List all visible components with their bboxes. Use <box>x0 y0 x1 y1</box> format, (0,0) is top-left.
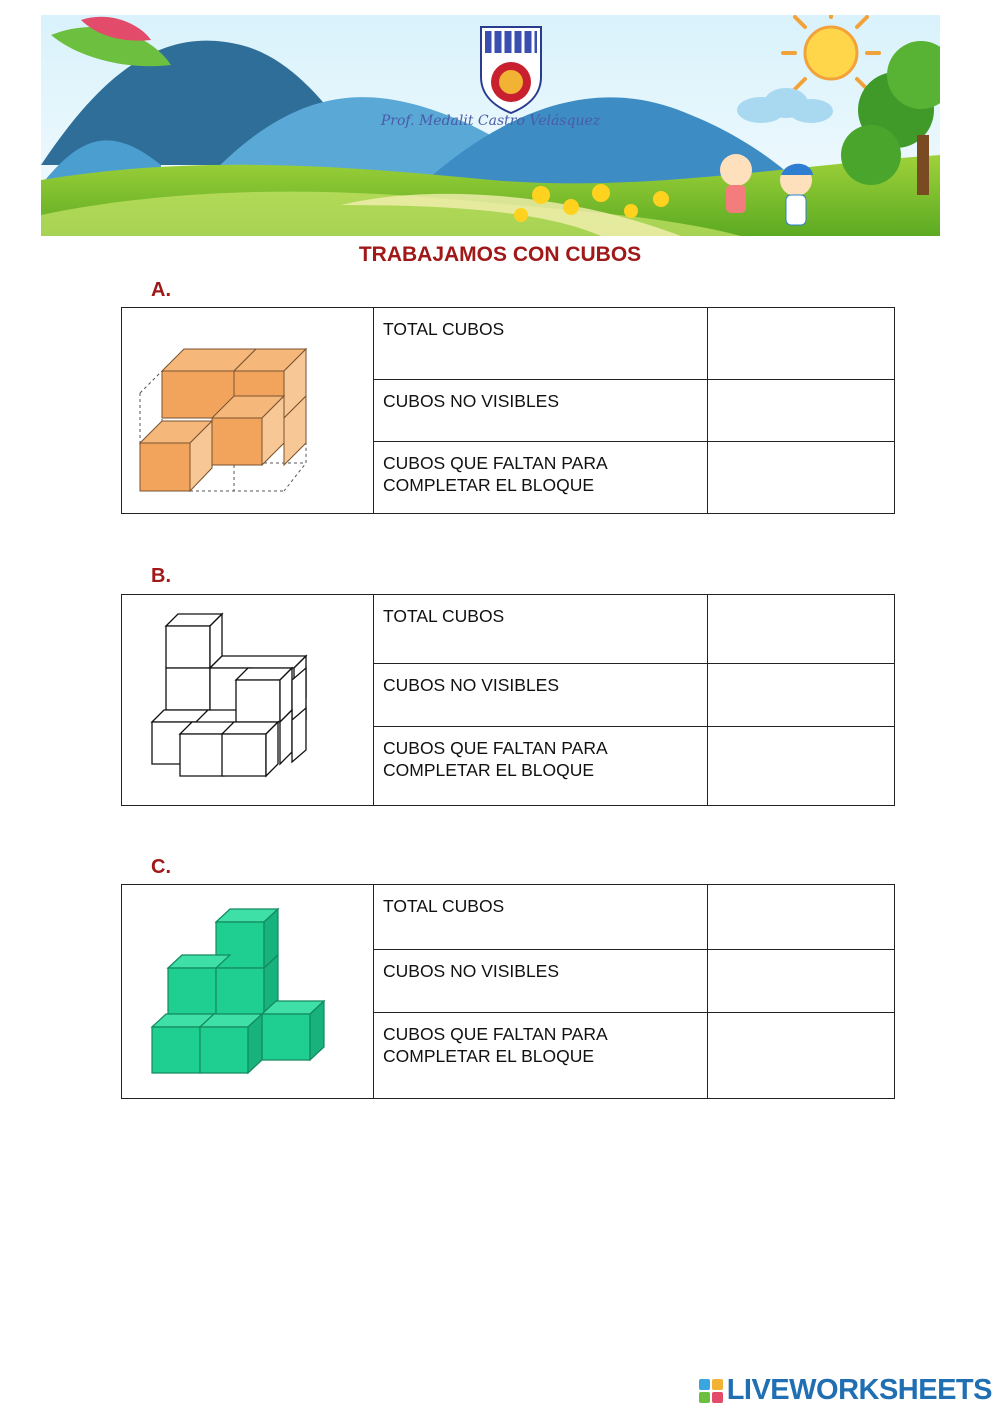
section-c-row-total: TOTAL CUBOS <box>374 885 708 950</box>
section-b-label: B. <box>151 565 171 587</box>
section-c-figure <box>122 885 374 1099</box>
teacher-name: Prof. Medalit Castro Velásquez <box>380 113 601 129</box>
section-a-answer-missing[interactable] <box>708 442 895 514</box>
section-c-row-missing: CUBOS QUE FALTAN PARA COMPLETAR EL BLOQUE <box>374 1013 708 1099</box>
section-a-label: A. <box>151 279 171 301</box>
school-crest-icon <box>481 27 541 113</box>
section-c-answer-missing[interactable] <box>708 1013 895 1099</box>
liveworksheets-logo-icon <box>699 1379 723 1403</box>
section-b-row-total: TOTAL CUBOS <box>374 595 708 664</box>
white-cube-stack-icon <box>122 595 373 800</box>
page-title: TRABAJAMOS CON CUBOS <box>358 243 642 266</box>
section-b-row-missing: CUBOS QUE FALTAN PARA COMPLETAR EL BLOQUE <box>374 727 708 806</box>
section-c-answer-total[interactable] <box>708 885 895 950</box>
orange-cube-block-icon <box>122 308 373 508</box>
section-a-table <box>121 307 895 514</box>
green-cube-stack-icon <box>122 885 373 1093</box>
section-a-figure <box>122 308 374 514</box>
header-banner <box>41 15 940 236</box>
section-a-answer-hidden[interactable] <box>708 379 895 442</box>
section-b-answer-hidden[interactable] <box>708 663 895 727</box>
section-a-row-total: TOTAL CUBOS <box>374 308 708 380</box>
section-b-answer-total[interactable] <box>708 595 895 664</box>
section-b-row-hidden: CUBOS NO VISIBLES <box>374 663 708 727</box>
section-a-row-hidden: CUBOS NO VISIBLES <box>374 379 708 442</box>
section-b-table <box>121 594 895 806</box>
section-c-table <box>121 884 895 1099</box>
brand-name: LIVEWORKSHEETS <box>726 1374 992 1406</box>
section-a-answer-total[interactable] <box>708 308 895 380</box>
section-b-answer-missing[interactable] <box>708 727 895 806</box>
liveworksheets-logo <box>699 1374 992 1407</box>
section-b-figure <box>122 595 374 806</box>
section-c-row-hidden: CUBOS NO VISIBLES <box>374 950 708 1013</box>
section-c-label: C. <box>151 856 171 878</box>
section-a-row-missing: CUBOS QUE FALTAN PARA COMPLETAR EL BLOQUE <box>374 442 708 514</box>
section-c-answer-hidden[interactable] <box>708 950 895 1013</box>
